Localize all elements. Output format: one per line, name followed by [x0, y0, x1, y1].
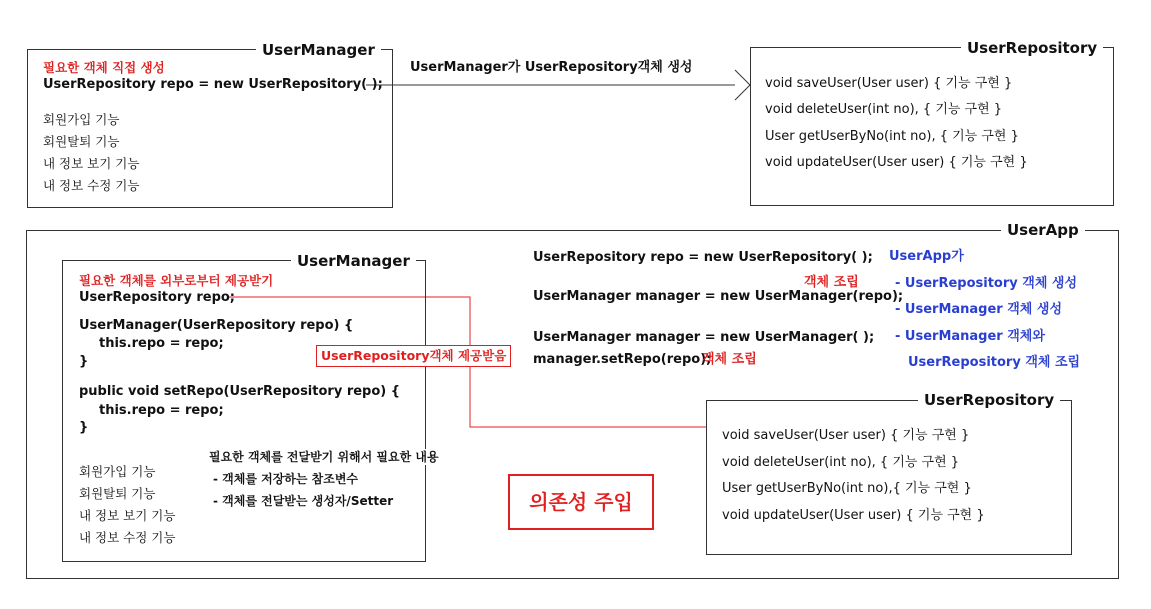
app-usermanager-title: UserManager [291, 252, 416, 270]
app-manager-setter-sig: public void setRepo(UserRepository repo) { [79, 384, 401, 399]
top-manager-code: UserRepository repo = new UserRepository( ); [43, 77, 383, 92]
assemble-label-2: 객체 조립 [702, 352, 757, 367]
top-feature-view: 내 정보 보기 기능 [43, 156, 140, 171]
top-feature-edit: 내 정보 수정 기능 [43, 178, 140, 193]
app-code-line3: UserManager manager = new UserManager( ); [533, 330, 875, 345]
top-repo-method-save: void saveUser(User user) { 기능 구현 } [765, 76, 1013, 91]
step-create-manager: - UserManager 객체 생성 [895, 302, 1062, 317]
top-usermanager-title: UserManager [256, 41, 381, 59]
assemble-label-1: 객체 조립 [804, 275, 859, 290]
top-repository-title: UserRepository [961, 39, 1103, 57]
top-arrow-head-upper [735, 70, 750, 85]
receive-label: UserRepository객체 제공받음 [316, 345, 511, 367]
app-repo-method-update: void updateUser(User user) { 기능 구현 } [722, 508, 985, 523]
app-code-line4: manager.setRepo(repo); [533, 352, 712, 367]
app-feature-signup: 회원가입 기능 [79, 464, 156, 479]
top-repo-method-delete: void deleteUser(int no), { 기능 구현 } [765, 102, 1003, 117]
top-feature-withdraw: 회원탈퇴 기능 [43, 134, 120, 149]
app-repo-method-delete: void deleteUser(int no), { 기능 구현 } [722, 455, 960, 470]
dependency-injection-label: 의존성 주입 [508, 474, 654, 530]
requirements-title: 필요한 객체를 전달받기 위해서 필요한 내용 [209, 450, 439, 464]
app-manager-ctor-body: this.repo = repo; [99, 336, 224, 351]
top-feature-signup: 회원가입 기능 [43, 112, 120, 127]
app-feature-view: 내 정보 보기 기능 [79, 508, 176, 523]
app-code-line1: UserRepository repo = new UserRepository( ); [533, 250, 873, 265]
step-assemble-2: UserRepository 객체 조립 [908, 355, 1081, 370]
top-arrow-label: UserManager가 UserRepository객체 생성 [410, 60, 693, 75]
steps-title: UserApp가 [889, 249, 964, 264]
app-repository-box [706, 400, 1072, 555]
app-code-line2: UserManager manager = new UserManager(repo); [533, 289, 904, 304]
app-manager-ctor-sig: UserManager(UserRepository repo) { [79, 318, 354, 333]
app-feature-edit: 내 정보 수정 기능 [79, 530, 176, 545]
step-assemble-1: - UserManager 객체와 [895, 329, 1045, 344]
app-manager-setter-end: } [79, 420, 89, 435]
requirement-ctor-setter: - 객체를 전달받는 생성자/Setter [213, 494, 394, 508]
app-manager-ctor-end: } [79, 354, 89, 369]
app-repository-title: UserRepository [918, 391, 1060, 409]
app-feature-withdraw: 회원탈퇴 기능 [79, 486, 156, 501]
top-arrow-head-lower [735, 85, 750, 100]
requirement-field: - 객체를 저장하는 참조변수 [213, 472, 359, 486]
top-repository-box [750, 47, 1114, 206]
top-manager-note: 필요한 객체 직접 생성 [43, 60, 165, 75]
step-create-repository: - UserRepository 객체 생성 [895, 276, 1078, 291]
top-repo-method-get: User getUserByNo(int no), { 기능 구현 } [765, 129, 1019, 144]
app-manager-field: UserRepository repo; [79, 290, 235, 305]
app-manager-note: 필요한 객체를 외부로부터 제공받기 [79, 273, 274, 288]
app-manager-setter-body: this.repo = repo; [99, 403, 224, 418]
userapp-title: UserApp [1001, 221, 1085, 239]
app-repo-method-save: void saveUser(User user) { 기능 구현 } [722, 428, 970, 443]
top-repo-method-update: void updateUser(User user) { 기능 구현 } [765, 155, 1028, 170]
app-repo-method-get: User getUserByNo(int no),{ 기능 구현 } [722, 481, 972, 496]
